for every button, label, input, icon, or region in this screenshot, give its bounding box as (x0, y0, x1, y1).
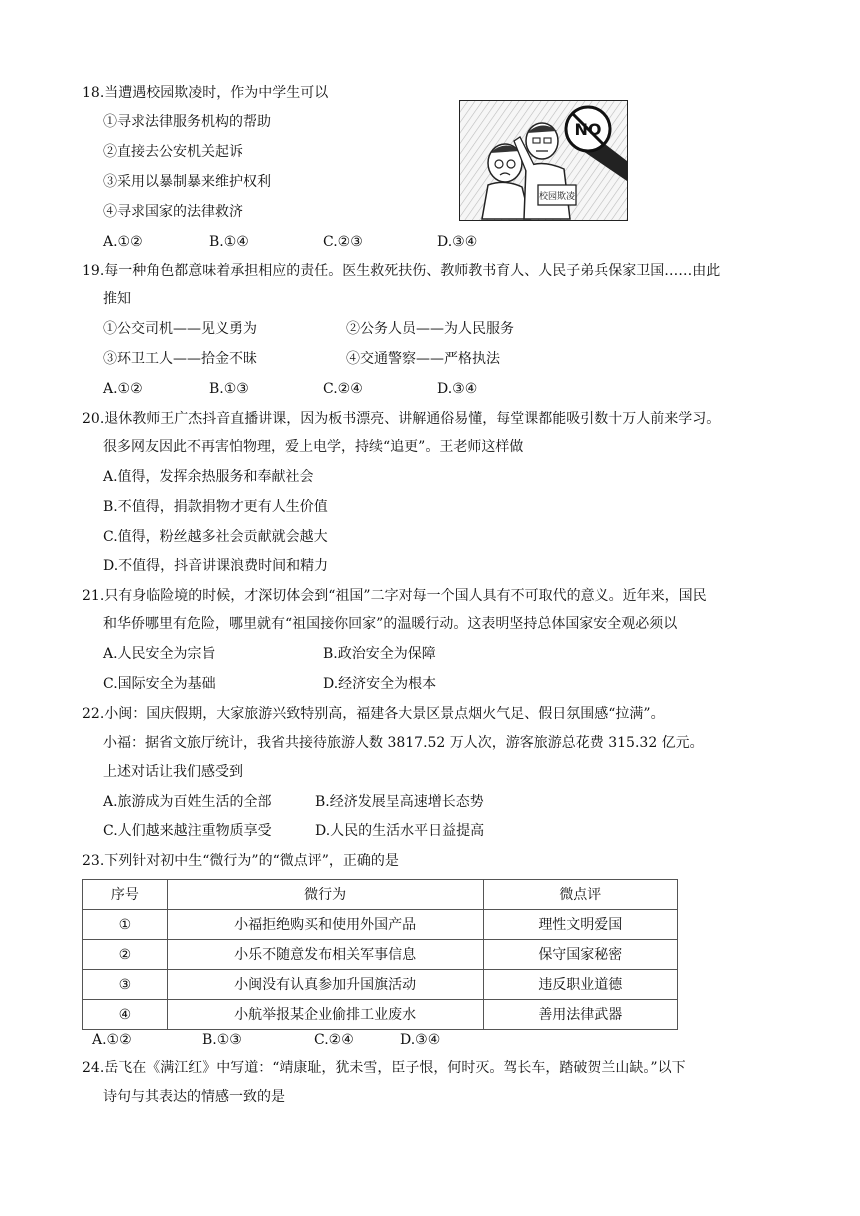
q22-line1: 22.小闽：国庆假期，大家旅游兴致特别高，福建各大景区景点烟火气足、假日氛围感“拉满”。 (82, 706, 665, 722)
table-cell: 小福拒绝购买和使用外国产品 (167, 910, 483, 940)
q19-item-2: ②公务人员——为人民服务 (346, 321, 514, 337)
q19-item-3: ③环卫工人——拾金不昧 (103, 351, 257, 367)
q19-option-d: D.③④ (437, 381, 478, 397)
q23-option-c: C.②④ (314, 1032, 354, 1048)
bullying-cartoon-illustration (459, 100, 628, 221)
q19-option-a: A.①② (103, 381, 143, 397)
q23-option-a: A.①② (92, 1032, 132, 1048)
q19-item-1: ①公交司机——见义勇为 (103, 321, 257, 337)
q18-option-d: D.③④ (437, 234, 478, 250)
table-row (83, 1000, 678, 1030)
q20-option-c: C.值得，粉丝越多社会贡献就会越大 (103, 529, 328, 545)
q19-stem-line1: 19.每一种角色都意味着承担相应的责任。医生救死扶伤、教师教书育人、人民子弟兵保家卫国……由此 (82, 263, 721, 279)
q21-option-a: A.人民安全为宗旨 (103, 646, 216, 662)
q22-line3: 上述对话让我们感受到 (103, 764, 243, 780)
q18-stem: 18.当遭遇校园欺凌时，作为中学生可以 (82, 85, 329, 101)
table-row (83, 910, 678, 940)
q23-table (82, 879, 678, 1030)
bag-label: 校园欺凌 (538, 192, 576, 202)
table-cell: ① (83, 910, 168, 940)
q19-item-4: ④交通警察——严格执法 (346, 351, 500, 367)
q18-item-4: ④寻求国家的法律救济 (103, 204, 243, 220)
q18-option-a: A.①② (103, 234, 143, 250)
q20-option-d: D.不值得，抖音讲课浪费时间和精力 (103, 558, 329, 574)
q19-option-c: C.②④ (323, 381, 363, 397)
table-cell: 理性文明爱国 (483, 910, 677, 940)
q23-option-b: B.①③ (202, 1032, 242, 1048)
table-header: 微行为 (167, 880, 483, 910)
q18-option-b: B.①④ (209, 234, 249, 250)
q21-option-c: C.国际安全为基础 (103, 676, 216, 692)
no-sign-text: NO (574, 120, 602, 139)
q20-stem-line2: 很多网友因此不再害怕物理，爱上电学，持续“追更”。王老师这样做 (103, 439, 524, 455)
table-header: 序号 (83, 880, 168, 910)
table-header-row (83, 880, 678, 910)
table-cell: ③ (83, 970, 168, 1000)
table-cell: 违反职业道德 (483, 970, 677, 1000)
q23-option-d: D.③④ (400, 1032, 441, 1048)
table-row (83, 940, 678, 970)
q22-line2: 小福：据省文旅厅统计，我省共接待旅游人数 3817.52 万人次，游客旅游总花费 315.32 亿元。 (103, 735, 704, 751)
q22-option-b: B.经济发展呈高速增长态势 (315, 794, 484, 810)
table-header: 微点评 (483, 880, 677, 910)
table-cell: 善用法律武器 (483, 1000, 677, 1030)
table-cell: 小乐不随意发布相关军事信息 (167, 940, 483, 970)
table-row (83, 970, 678, 1000)
q22-option-c: C.人们越来越注重物质享受 (103, 823, 272, 839)
table-cell: 小航举报某企业偷排工业废水 (167, 1000, 483, 1030)
q21-stem-line2: 和华侨哪里有危险，哪里就有“祖国接你回家”的温暖行动。这表明坚持总体国家安全观必须以 (103, 616, 678, 632)
q24-stem-line2: 诗句与其表达的情感一致的是 (103, 1089, 285, 1105)
q18-item-2: ②直接去公安机关起诉 (103, 144, 243, 160)
table-cell: 小闽没有认真参加升国旗活动 (167, 970, 483, 1000)
q23-stem: 23.下列针对初中生“微行为”的“微点评”，正确的是 (82, 853, 399, 869)
q20-option-b: B.不值得，捐款捐物才更有人生价值 (103, 499, 328, 515)
q22-option-a: A.旅游成为百姓生活的全部 (103, 794, 272, 810)
q20-stem-line1: 20.退休教师王广杰抖音直播讲课，因为板书漂亮、讲解通俗易懂，每堂课都能吸引数十万人前来学习。 (82, 411, 721, 427)
q19-option-b: B.①③ (209, 381, 249, 397)
table-cell: 保守国家秘密 (483, 940, 677, 970)
q21-stem-line1: 21.只有身临险境的时候，才深切体会到“祖国”二字对每一个国人具有不可取代的意义。近年来，国民 (82, 588, 707, 604)
q24-stem-line1: 24.岳飞在《满江红》中写道：“靖康耻，犹未雪，臣子恨，何时灭。驾长车，踏破贺兰山缺。”以下 (82, 1060, 686, 1076)
table-cell: ④ (83, 1000, 168, 1030)
cartoon-drawing (460, 101, 627, 220)
q21-option-d: D.经济安全为根本 (323, 676, 437, 692)
table-cell: ② (83, 940, 168, 970)
q18-item-1: ①寻求法律服务机构的帮助 (103, 114, 271, 130)
q19-stem-line2: 推知 (103, 291, 131, 307)
q20-option-a: A.值得，发挥余热服务和奉献社会 (103, 469, 314, 485)
q18-item-3: ③采用以暴制暴来维护权利 (103, 174, 271, 190)
q18-option-c: C.②③ (323, 234, 363, 250)
q21-option-b: B.政治安全为保障 (323, 646, 436, 662)
q22-option-d: D.人民的生活水平日益提高 (315, 823, 485, 839)
